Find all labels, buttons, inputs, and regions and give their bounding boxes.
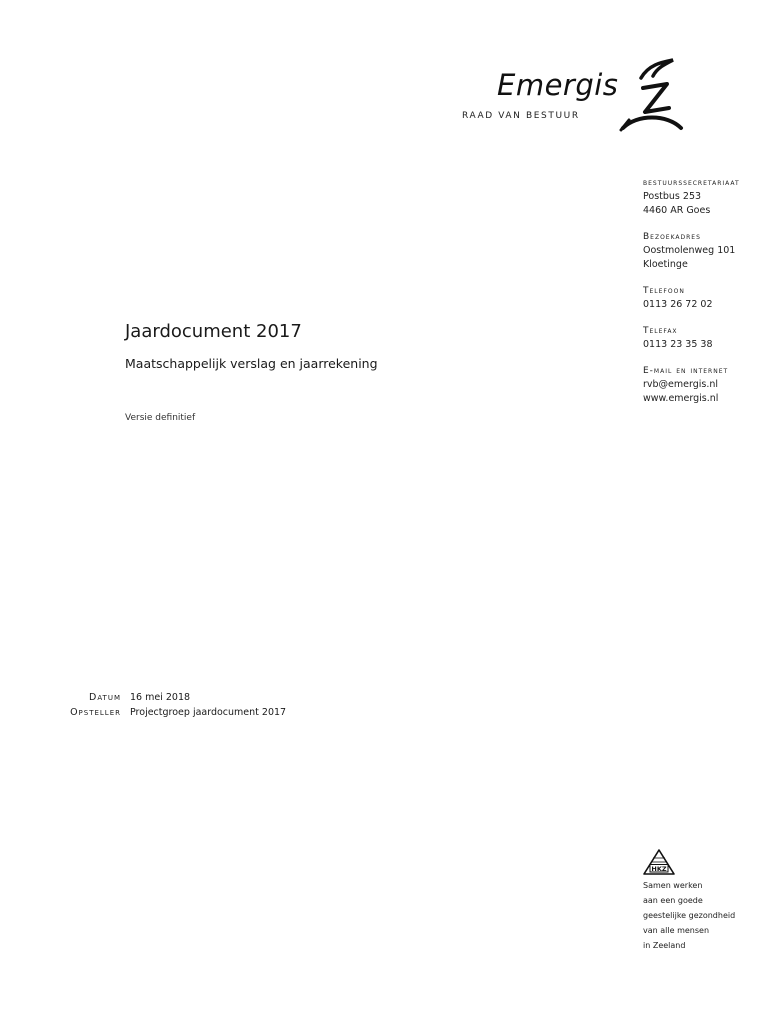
brand-name: Emergis [497, 68, 619, 102]
contact-group-email [643, 364, 768, 406]
website-link[interactable]: www.emergis.nl [643, 393, 719, 404]
document-version: Versie definitief [125, 413, 196, 423]
tagline-line: van alle mensen [643, 926, 710, 935]
tagline-line: geestelijke gezondheid [643, 911, 736, 920]
contact-group-secretariaat [643, 176, 768, 218]
meta-labels [40, 690, 121, 720]
contact-group-bezoekadres [643, 230, 768, 272]
meta-values [130, 690, 286, 720]
contact-label: Bezoekadres [643, 232, 701, 242]
contact-label: Telefax [643, 326, 678, 336]
tagline-line: Samen werken [643, 881, 703, 890]
contact-group-telefax [643, 324, 768, 352]
contact-sidebar [643, 176, 768, 418]
contact-label: bestuurssecretariaat [643, 178, 740, 188]
date-value: 16 mei 2018 [130, 692, 191, 703]
contact-label: E-mail en internet [643, 366, 729, 376]
contact-line: 4460 AR Goes [643, 205, 711, 216]
author-value: Projectgroep jaardocument 2017 [130, 707, 287, 718]
hkz-certificate-icon [643, 849, 675, 875]
department-name: RAAD VAN BESTUUR [462, 111, 580, 121]
emergis-logo-icon [619, 58, 685, 134]
contact-line: Kloetinge [643, 259, 688, 270]
email-link[interactable]: rvb@emergis.nl [643, 379, 719, 390]
contact-line: 0113 26 72 02 [643, 299, 713, 310]
contact-group-telefoon [643, 284, 768, 312]
contact-line: Postbus 253 [643, 191, 702, 202]
date-label: Datum [89, 692, 121, 703]
hkz-mark-text: HKZ [651, 864, 667, 873]
tagline-line: aan een goede [643, 896, 703, 905]
tagline-line: in Zeeland [643, 941, 686, 950]
document-subtitle: Maatschappelijk verslag en jaarrekening [125, 356, 378, 371]
document-title: Jaardocument 2017 [125, 321, 302, 342]
author-label: Opsteller [70, 707, 121, 718]
contact-label: Telefoon [643, 286, 685, 296]
contact-line: Oostmolenweg 101 [643, 245, 736, 256]
contact-line: 0113 23 35 38 [643, 339, 713, 350]
organization-tagline [643, 878, 735, 953]
